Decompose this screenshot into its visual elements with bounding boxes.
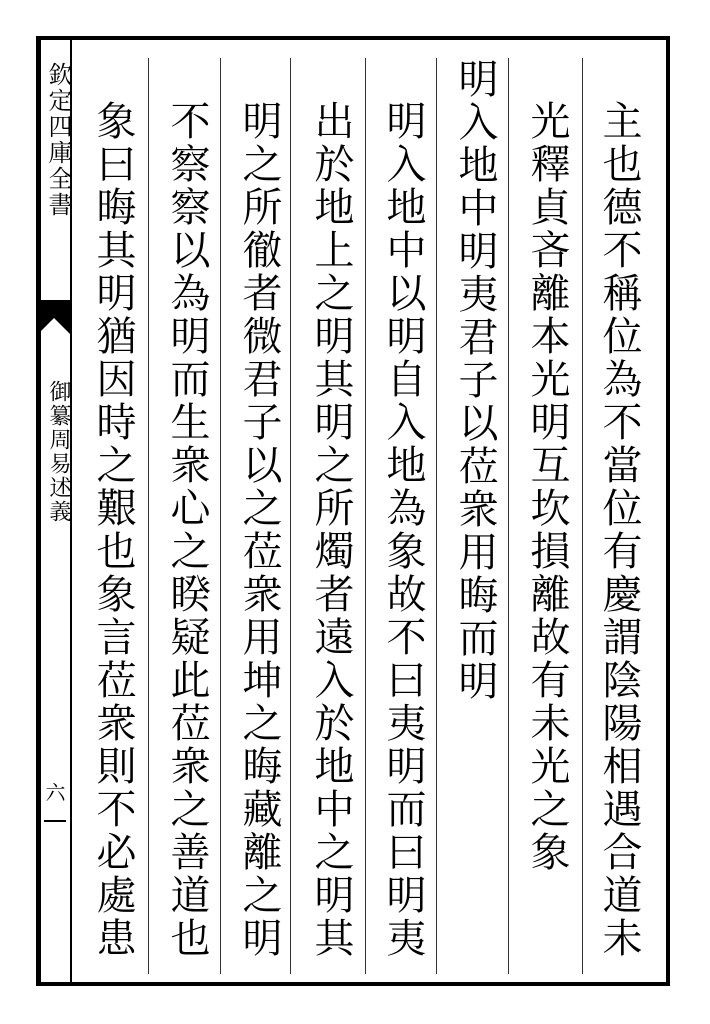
column-rule — [582, 58, 583, 974]
page-number-rule — [44, 820, 66, 822]
column-rule — [148, 58, 149, 974]
text-column-1: 主也德不稱位為不當位有慶謂陰陽相遇合道未 — [596, 100, 642, 960]
page-number: 六 — [42, 782, 66, 802]
text-column-4: 明入地中以明自入地為象故不曰夷明而曰明夷 — [380, 100, 426, 960]
text-column-8: 象曰晦其明猶因時之艱也象言莅衆則不必處患 — [90, 100, 136, 960]
fish-tail-mark-icon — [38, 300, 70, 334]
text-column-3: 明入地中明夷君子以莅衆用晦而明 — [452, 58, 498, 703]
column-rule — [365, 58, 366, 974]
text-column-2: 光釋貞吝離本光明互坎損離故有未光之象 — [524, 100, 570, 874]
text-column-6: 明之所徹者微君子以之莅衆用坤之晦藏離之明 — [236, 100, 282, 960]
text-column-5: 出於地上之明其明之所燭者遠入於地中之明其 — [308, 100, 354, 960]
column-rule — [508, 58, 509, 974]
column-rule — [220, 58, 221, 974]
margin-top-label: 欽定四庫全書 — [44, 62, 72, 218]
text-column-7: 不察察以為明而生衆心之睽疑此莅衆之善道也 — [164, 100, 210, 960]
margin-book-title: 御纂周易述義 — [46, 380, 71, 524]
column-rule — [436, 58, 437, 974]
column-rule — [290, 58, 291, 974]
